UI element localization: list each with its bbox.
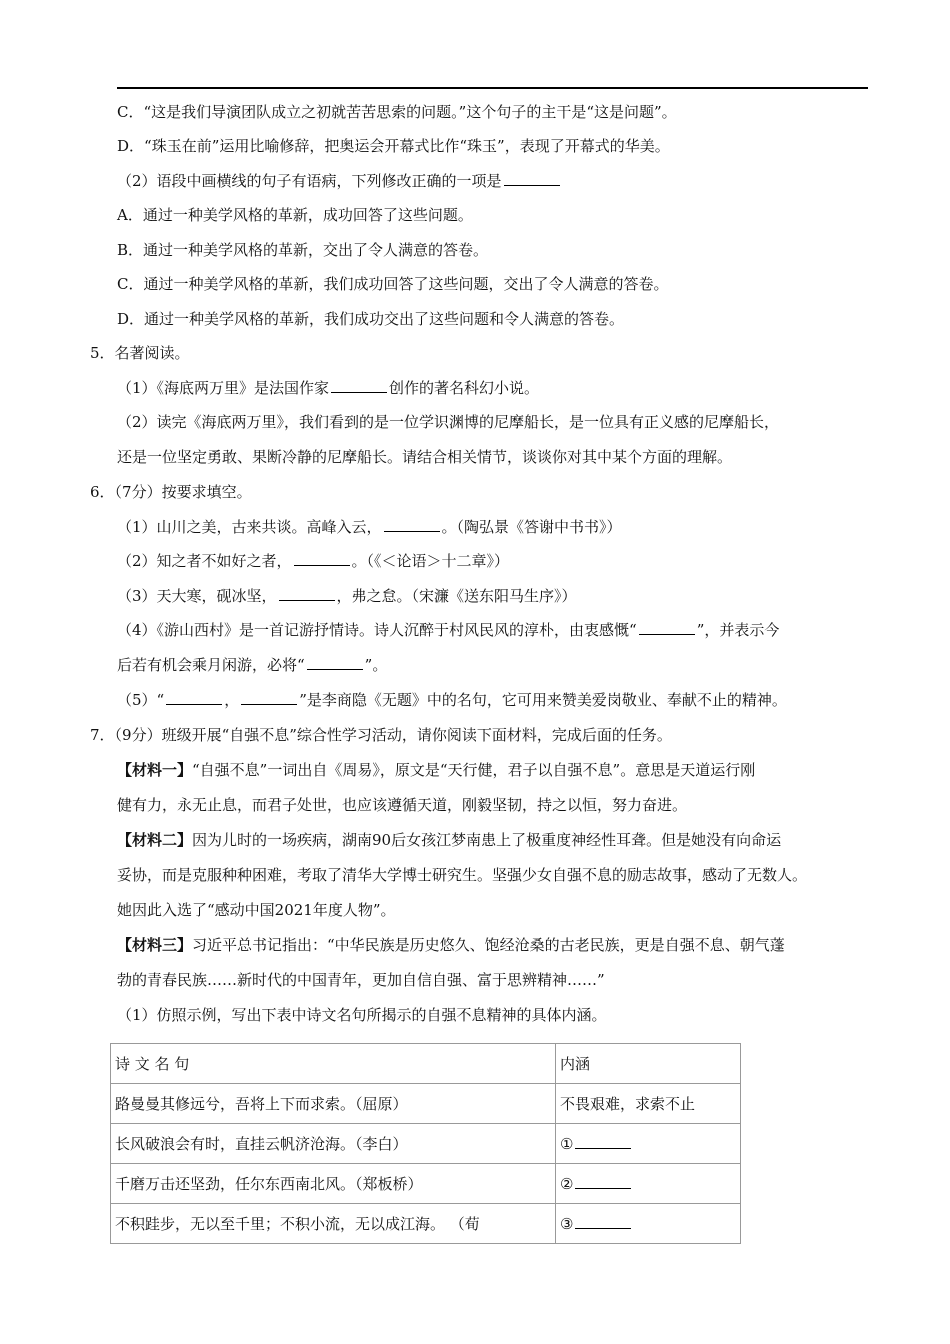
answer-blank[interactable]: [639, 620, 695, 635]
q6-sub5-mid: ，: [224, 691, 240, 709]
q5-sub2-line1: （2）读完《海底两万里》，我们看到的是一位学识渊博的尼摩船长，是一位具有正义感的尼摩船长，: [117, 413, 780, 431]
answer-blank[interactable]: [241, 690, 297, 705]
q7-material2-line2: 妥协，而是克服种种困难，考取了清华大学博士研究生。坚强少女自强不息的励志故事，感动了无数人。: [117, 866, 808, 884]
table-row: [111, 1204, 741, 1244]
q5-sub1: [117, 378, 539, 398]
poem-cell: 不积跬步，无以至千里；不积小流，无以成江海。 （荀: [111, 1204, 556, 1244]
material2-tag: 【材料二】: [117, 831, 193, 849]
q4-option-d: D．“珠玉在前”运用比喻修辞，把奥运会开幕式比作“珠玉”，表现了开幕式的华美。: [117, 137, 670, 155]
table-row: [111, 1164, 741, 1204]
answer-blank[interactable]: [575, 1214, 631, 1229]
q6-sub4-line1: [117, 620, 779, 640]
q4-sub2-prompt: [117, 171, 562, 191]
q6-sub5-post: ”是李商隐《无题》中的名句，它可用来赞美爱岗敬业、奉献不止的精神。: [299, 691, 787, 709]
poems-table: [110, 1043, 741, 1244]
answer-blank[interactable]: [279, 586, 335, 601]
q7-sub1: （1）仿照示例，写出下表中诗文名句所揭示的自强不息精神的具体内涵。: [117, 1006, 607, 1024]
answer-blank[interactable]: [331, 378, 387, 393]
q6-title: 6．（7分）按要求填空。: [90, 483, 252, 501]
q6-sub4-line2: [117, 655, 387, 675]
meaning-marker: ①: [560, 1135, 574, 1153]
q4-sub2-prompt-text: （2）语段中画横线的句子有语病，下列修改正确的一项是: [117, 172, 502, 190]
q5-sub1-pre: （1）《海底两万里》是法国作家: [117, 379, 330, 397]
q6-sub1-post: 。（陶弘景《答谢中书书》）: [441, 518, 622, 536]
answer-blank[interactable]: [504, 171, 560, 186]
poem-cell: 路曼曼其修远兮，吾将上下而求索。（屈原）: [111, 1084, 556, 1124]
q6-sub3-pre: （3）天大寒，砚冰坚，: [117, 587, 277, 605]
q6-sub5: [117, 690, 787, 710]
q4-sub2-option-b: B．通过一种美学风格的革新，交出了令人满意的答卷。: [117, 241, 489, 259]
q7-material2-line1: [117, 830, 781, 850]
meaning-cell: [556, 1124, 741, 1164]
q7-material1-line2: 健有力，永无止息，而君子处世，也应该遵循天道，刚毅坚韧，持之以恒，努力奋进。: [117, 796, 688, 814]
header-rule: [117, 87, 868, 89]
meaning-cell: [556, 1204, 741, 1244]
poem-cell: 长风破浪会有时，直挂云帆济沧海。（李白）: [111, 1124, 556, 1164]
poem-cell: 千磨万击还坚劲，任尔东西南北风。（郑板桥）: [111, 1164, 556, 1204]
answer-blank[interactable]: [575, 1174, 631, 1189]
q5-sub1-post: 创作的著名科幻小说。: [389, 379, 540, 397]
q7-material3-line1: [117, 935, 785, 955]
q6-sub5-pre: （5）“: [117, 691, 165, 709]
meaning-cell: [556, 1164, 741, 1204]
q6-sub4-line2-pre: 后若有机会乘月闲游，必将“: [117, 656, 305, 674]
q4-sub2-option-d: D．通过一种美学风格的革新，我们成功交出了这些问题和令人满意的答卷。: [117, 310, 625, 328]
q6-sub1-pre: （1）山川之美，古来共谈。高峰入云，: [117, 518, 382, 536]
answer-blank[interactable]: [307, 655, 363, 670]
answer-blank[interactable]: [166, 690, 222, 705]
answer-blank[interactable]: [575, 1134, 631, 1149]
material3-text: 习近平总书记指出：“中华民族是历史悠久、饱经沧桑的古老民族，更是自强不息、朝气蓬: [192, 936, 785, 954]
table-header-row: [111, 1044, 741, 1084]
q6-sub2-pre: （2）知之者不如好之者，: [117, 552, 292, 570]
q7-material3-line2: 勃的青春民族……新时代的中国青年，更加自信自强、富于思辨精神……”: [117, 971, 605, 989]
meaning-marker: ③: [560, 1215, 574, 1233]
q6-sub4-line1-post: ”，并表示今: [696, 621, 780, 639]
material1-tag: 【材料一】: [117, 761, 193, 779]
q7-title: 7．（9分）班级开展“自强不息”综合性学习活动，请你阅读下面材料，完成后面的任务。: [90, 726, 672, 744]
table-header-cell: 内涵: [556, 1044, 741, 1084]
q6-sub4-line2-post: ”。: [364, 656, 388, 674]
material3-tag: 【材料三】: [117, 936, 193, 954]
q4-sub2-option-a: A．通过一种美学风格的革新，成功回答了这些问题。: [117, 206, 473, 224]
q4-sub2-option-c: C．通过一种美学风格的革新，我们成功回答了这些问题，交出了令人满意的答卷。: [117, 275, 669, 293]
q6-sub3: [117, 586, 577, 606]
answer-blank[interactable]: [294, 551, 350, 566]
q7-material1-line1: [117, 760, 755, 780]
q6-sub2-post: 。（《＜论语＞十二章》）: [351, 552, 510, 570]
q6-sub4-line1-pre: （4）《游山西村》是一首记游抒情诗。诗人沉醉于村风民风的淳朴，由衷感慨“: [117, 621, 637, 639]
answer-blank[interactable]: [384, 517, 440, 532]
table-row: [111, 1084, 741, 1124]
q5-sub2-line2: 还是一位坚定勇敢、果断冷静的尼摩船长。请结合相关情节，谈谈你对其中某个方面的理解。: [117, 448, 733, 466]
meaning-marker: ②: [560, 1175, 574, 1193]
material1-text: “自强不息”一词出自《周易》，原文是“天行健，君子以自强不息”。意思是天道运行刚: [192, 761, 756, 779]
q6-sub3-post: ，弗之怠。（宋濂《送东阳马生序》）: [336, 587, 577, 605]
q6-sub2: [117, 551, 509, 571]
q5-title: 5．名著阅读。: [90, 344, 190, 362]
q7-material2-line3: 她因此入选了“感动中国2021年度人物”。: [117, 901, 396, 919]
table-row: [111, 1124, 741, 1164]
material2-text: 因为儿时的一场疾病，湖南90后女孩江梦南患上了极重度神经性耳聋。但是她没有向命运: [192, 831, 782, 849]
meaning-cell: 不畏艰难，求索不止: [556, 1084, 741, 1124]
q6-sub1: [117, 517, 622, 537]
q4-option-c: C．“这是我们导演团队成立之初就苦苦思索的问题。”这个句子的主干是“这是问题”。: [117, 103, 677, 121]
table-header-cell: 诗 文 名 句: [111, 1044, 556, 1084]
